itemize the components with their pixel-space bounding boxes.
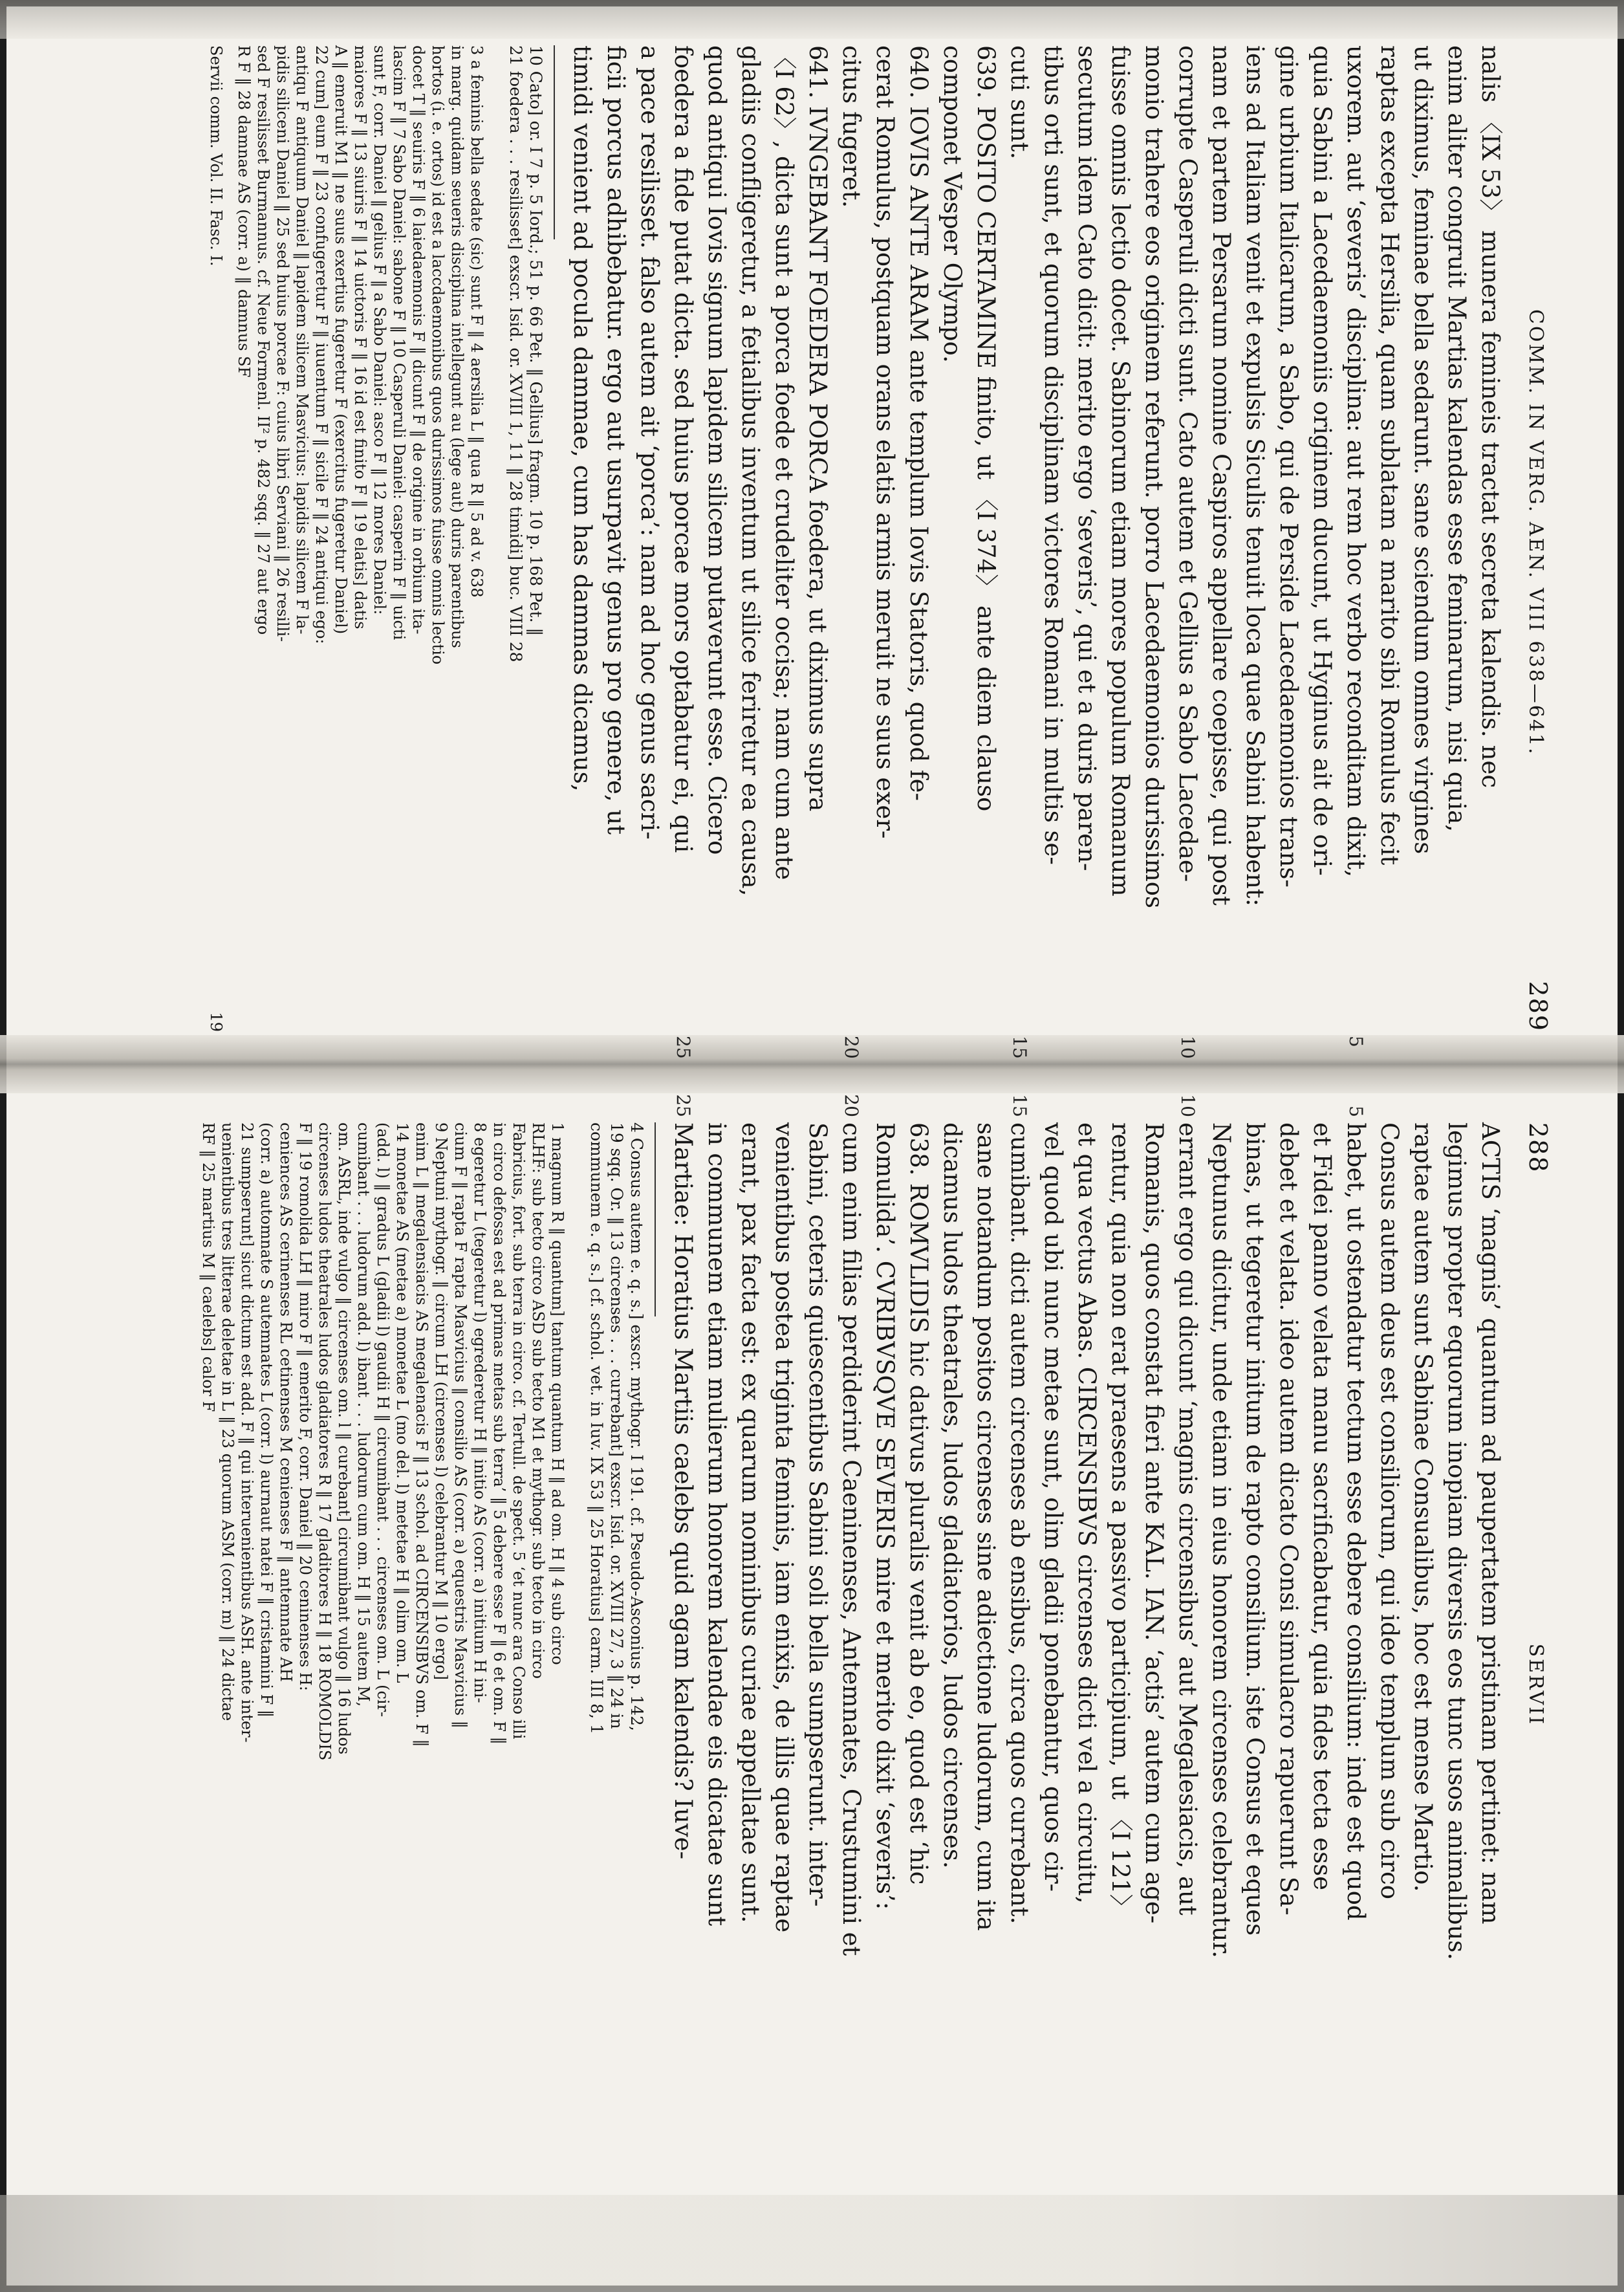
line-text: secutum idem Cato dicit: merito ergo ‘severis’, qui et a duris paren- — [1073, 45, 1101, 871]
text-line — [834, 45, 868, 1059]
text-line — [1440, 45, 1473, 1032]
text-line — [633, 45, 666, 1032]
page-number: 288 — [1524, 1122, 1552, 1173]
page-number: 289 — [1524, 981, 1552, 1032]
text-line — [935, 1122, 969, 2235]
text-line — [1440, 1122, 1473, 2235]
line-text: sane notandum positos circenses sine adiectione ludorum, cum ita — [972, 1122, 1000, 1931]
apparatus-line: uenientibus tres litterae deletae in L ‖ 23 quorum ASM (corr. m) ‖ 24 dictae — [219, 1122, 237, 1721]
line-text: enim aliter congruit Martias kalendas esse feminarum, nisi quia, — [1443, 45, 1471, 832]
line-text: iens ad Italiam venit et expulsis Siculis tenuit loca quae Sabini habent: — [1241, 45, 1269, 907]
line-text: corrupte Casperuli dicti sunt. Cato autem et Gellius a Sabo Lacedae- — [1174, 45, 1202, 882]
running-head — [1524, 1122, 1552, 2235]
text-line — [1002, 45, 1036, 1059]
text-line — [1137, 45, 1171, 1032]
text-line — [1272, 45, 1305, 1032]
line-text: quod antiqui Iovis signum lapidem silicem putaverunt esse. Cicero — [703, 45, 731, 855]
running-title: COMM. IN VERG. AEN. VIII 638—641. — [1524, 309, 1547, 756]
line-text: ficii porcus adhibebatur. ergo aut usurpavit genus pro genere, ut — [602, 45, 630, 835]
line-text: ut diximus, feminae bella sedarunt. sane sciendum omnes virgines — [1409, 45, 1437, 855]
line-text: Romulida’. CVRIBVSQVE SEVERIS mire et merito dixit ‘severis’: — [871, 1122, 899, 1910]
note-line: 10 Cato] or. I 7 p. 5 Iord.; 51 p. 66 Pet. ‖ Gellius] fragm. 10 p. 168 Pet. ‖ — [526, 45, 545, 637]
line-number: 25 — [673, 1094, 694, 1117]
line-text: raptas excepta Hersilia, quam sublatam a marito sibi Romulus fecit — [1376, 45, 1403, 866]
line-number: 15 — [1009, 1094, 1030, 1117]
apparatus-line: ceniences AS cerinenses RL cetinenses M cenienses F ‖ antemnate AH — [277, 1122, 295, 1682]
line-text: 640. IOVIS ANTE ARAM ante templum Iovis Statoris, quod fe- — [905, 45, 933, 801]
line-text: 638. ROMVLIDIS hic dativus pluralis venit ab eo, quod est ‘hic — [905, 1122, 933, 1885]
apparatus-line: 3 a feminis bella sedate (sic) sunt F ‖ 4 aersilia L ‖ qua R ‖ 5 ad v. 638 — [468, 45, 486, 598]
book-gutter — [0, 1035, 1624, 1093]
line-text: cum enim filias perdiderint Caeninenses, Antemnates, Crustumini et — [838, 1122, 865, 1956]
line-text: cerat Romulus, postquam orans elatis armis meruit ne suus exer- — [871, 45, 899, 839]
apparatus-line: in circo defossa est ad primas metas sub terra’ ‖ 5 debere esse F ‖ 6 et om. F ‖ — [490, 1122, 508, 1745]
text-line — [801, 45, 834, 1032]
line-text: venientibus postea triginta feminis, iam enixis, de illis quae raptae — [770, 1122, 798, 1933]
apparatus-line: Fabricius, fort. sub terra in circo. cf. Tertull. de spect. 5 ‘et nunc ara Conso illi — [510, 1122, 528, 1740]
note-line: communem e. q. s.] cf. schol. vet. in Iuv. IX 53 ‖ 25 Horatius] carm. III 8, 1 — [587, 1122, 606, 1734]
text-line — [1339, 45, 1372, 1047]
line-text: a pace resilisset. falso autem ait ‘porca’: nam ad hoc genus sacri- — [636, 45, 664, 840]
text-line — [902, 45, 935, 1032]
text-line — [1002, 1094, 1036, 2235]
apparatus-line: RLHF: sub tecto circo ASD sub tecto M1 et mythogr. sub tecto in circo — [529, 1122, 547, 1679]
apparatus-line: docet T ‖ seuiris F ‖ 6 laiedaemonis F ‖ dicunt F ‖ de origine in orbium ita- — [409, 45, 428, 635]
line-text: vel quod ubi nunc metae sunt, olim gladii ponebantur, quos cir- — [1039, 1122, 1067, 1892]
signature-line — [207, 45, 225, 1032]
apparatus-line: lascim F ‖ 7 Sabo Daniel: sabone F ‖ 10 Casperuli Daniel: casperin F ‖ uicti — [390, 45, 408, 640]
page-289 — [207, 45, 1552, 1059]
apparatus-line: 22 cum] eum F ‖ 23 confugeretur F ‖ iuuentum F ‖ sicile F ‖ 24 antiqui ego: — [312, 45, 330, 644]
signature-number: 19 — [207, 1012, 225, 1032]
text-line — [1171, 45, 1204, 1059]
text-line — [1339, 1106, 1372, 2235]
text-line — [1305, 1122, 1339, 2235]
line-text: et qua vectus Abas. CIRCENSIBVS circenses dicti vel a circuitu, — [1073, 1122, 1101, 1904]
text-line — [1372, 45, 1406, 1032]
note-line: 21 foedera . . . resilisset] exscr. Isid. or. XVIII 1, 11 ‖ 28 timidi] buc. VIII 28 — [506, 45, 525, 662]
text-line — [801, 1122, 834, 2235]
text-line — [1204, 1122, 1238, 2235]
page-288 — [199, 1094, 1552, 2235]
line-text: timidi venient ad pocula dammae, cum has dammas dicamus, — [568, 45, 596, 792]
text-line — [902, 1122, 935, 2235]
apparatus-line: F ‖ 19 romolida LH ‖ miro F ‖ emerito F, corr. Daniel ‖ 20 ceninenses H: — [296, 1122, 314, 1691]
line-text: dicamus ludos theatrales, ludos gladiatorios, ludos circenses. — [938, 1122, 966, 1869]
text-line — [935, 45, 969, 1032]
line-text: componet Vesper Olympo. — [938, 45, 966, 363]
apparatus-line: (corr. a) automnate S autemnates L (corr. l) aurnaut natei F ‖ cristamini F ‖ — [257, 1122, 276, 1718]
apparatus-line: sunt F, corr. Daniel ‖ gelius F ‖ a Sabo Daniel: asco F ‖ 12 mores Daniel: — [371, 45, 389, 615]
text-line — [1238, 45, 1272, 1032]
text-line — [666, 45, 700, 1059]
line-number: 15 — [1009, 1036, 1030, 1059]
notes-divider — [554, 45, 555, 239]
critical-apparatus — [199, 1122, 567, 2235]
text-line — [1372, 1122, 1406, 2235]
text-line — [969, 45, 1002, 1032]
line-text: nalis 〈IX 53〉 munera femineis tractat secreta kalendis. nec — [1477, 45, 1504, 789]
text-line — [1070, 45, 1103, 1032]
text-line — [767, 1122, 801, 2235]
line-number: 5 — [1345, 1106, 1367, 1117]
running-title: SERVII — [1524, 1643, 1547, 1726]
text-line — [700, 1122, 733, 2235]
line-text: 641. IVNGEBANT FOEDERA PORCA foedera, ut diximus supra — [804, 45, 832, 812]
line-text: habet, ut ostendatur tectum esse debere consilium: inde est quod — [1342, 1122, 1370, 1921]
text-line — [1406, 45, 1440, 1032]
line-text: rentur, quia non erat praesens a passivo participium, ut 〈I 121〉 — [1107, 1122, 1134, 1918]
critical-apparatus — [234, 45, 486, 1032]
text-line — [700, 45, 733, 1032]
line-text: ACTIS ‘magnis’ quantum ad paupertatem pristinam pertinet: nam — [1477, 1122, 1504, 1925]
line-text: errant ergo qui dicunt ‘magnis circensibus’ aut Megalesiacis, aut — [1174, 1122, 1202, 1915]
text-line — [1406, 1122, 1440, 2235]
apparatus-line: 1 magnum R ‖ quantum] tantum quantum H ‖ ad om. H ‖ 4 sub circo — [548, 1122, 567, 1665]
line-text: erant, pax facta est: ex quarum nominibus curiae appellatae sunt. — [737, 1122, 764, 1923]
line-text: et Fidei panno velata manu sacrificabatur, quia fides tecta esse — [1308, 1122, 1336, 1891]
text-line — [1473, 1122, 1507, 2235]
line-text: Sabini, ceteris quiescentibus Sabini soli bella sumpserunt. inter- — [804, 1122, 832, 1907]
apparatus-line: hortos (i. e. ortos) id est a laccdaemonibus quos durissimos fuisse omnis lectio — [429, 45, 447, 665]
line-text: tibus orti sunt, et quorum disciplinam victores Romani in multis se- — [1039, 45, 1067, 865]
line-text: gladiis confligeretur, a fetialibus inventum ut silice feriretur ea causa, — [737, 45, 764, 897]
source-notes — [587, 1122, 647, 2235]
line-text: foedera a fide putat dicta. sed huius porcae mors optabatur ei, qui — [669, 45, 697, 853]
apparatus-line: circenses ludos theatrales ludos gladiatores R ‖ 17 gladitores H ‖ 18 ROMOLDIS — [316, 1122, 334, 1761]
text-line — [868, 1122, 902, 2235]
apparatus-line: sed F resilisset Burmannus. cf. Neue Formenl. II² p. 482 sqq. ‖ 27 aut ergo — [254, 45, 272, 635]
main-text — [565, 45, 1507, 1059]
text-line — [1103, 45, 1137, 1032]
apparatus-line: maiores F ‖ 13 siuiris F ‖ 14 uictoris F ‖ 16 id est finito F ‖ 19 elatis] datis — [351, 45, 369, 629]
line-text: 639. POSITO CERTAMINE finito, ut 〈I 374〉 ante diem clauso — [972, 45, 1000, 812]
apparatus-line: 9 Neptuni mythogr. ‖ circum LH (circenses l) celebrantur M ‖ 10 ergo] — [432, 1122, 450, 1681]
text-line — [1036, 45, 1070, 1032]
line-text: raptae autem sunt Sabinae Consualibus, hoc est mense Martio. — [1409, 1122, 1437, 1892]
line-text: Neptunus dicitur, unde etiam in eius honorem circenses celebrantur. — [1207, 1122, 1235, 1958]
line-text: debet et velata. ideo autem dicato Consi simulacro rapuerunt Sa- — [1275, 1122, 1303, 1915]
text-line — [1238, 1122, 1272, 2235]
line-number: 5 — [1345, 1036, 1367, 1047]
text-line — [1137, 1122, 1171, 2235]
apparatus-line: cumibant . . . ludorum add. l) ibant . . . ludorum cum om. H ‖ 15 autem M, — [354, 1122, 373, 1707]
text-line — [1171, 1094, 1204, 2235]
line-text: legimus propter equorum inopiam diversis eos tunc usos animalibus. — [1443, 1122, 1471, 1961]
apparatus-line: enim L ‖ megalensiacis AS megalenacis F ‖ 13 schol. ad CIRCENSIBVS om. F ‖ — [413, 1122, 431, 1747]
main-text — [666, 1094, 1507, 2235]
apparatus-line: om. ASRL, inde vulgo ‖ circenses om. l ‖ curebant] circumibant vulgo ‖ 16 ludos — [335, 1122, 353, 1755]
note-line: 19 sqq. Or. ‖ 13 circenses . . . currebant] exscr. Isid. or. XVIII 27, 3 ‖ 24 in — [607, 1122, 626, 1729]
line-text: Martiae: Horatius Martiis caelebs quid agam kalendis? Iuve- — [669, 1122, 697, 1860]
text-line — [868, 45, 902, 1032]
text-line — [1103, 1122, 1137, 2235]
note-line: 4 Consus autem e. q. s.] exscr. mythogr. I 191. cf. Pseudo-Asconius p. 142, — [627, 1122, 646, 1731]
line-text: fuisse omnis lectio docet. Sabinorum etiam mores populum Romanum — [1107, 45, 1134, 897]
line-text: monio trahere eos originem referunt. porro Lacedaemonios durissimos — [1140, 45, 1168, 908]
apparatus-line: R F ‖ 28 damnae AS (corr. a) ‖ damnus SF — [235, 45, 253, 378]
line-text: 〈I 62〉, dicta sunt a porca foede et crudeliter occisa; nam cum ante — [770, 45, 798, 880]
line-text: binas, ut tegeretur initum de rapto consilium. iste Consus et eques — [1241, 1122, 1269, 1936]
text-line — [1070, 1122, 1103, 2235]
apparatus-line: pidis siliceni Daniel ‖ 25 sed huius porcae F: cuius libri Serviani ‖ 26 resilli- — [274, 45, 292, 642]
line-number: 20 — [841, 1036, 862, 1059]
line-text: Consus autem deus est consiliorum, qui ideo templum sub circo — [1376, 1122, 1403, 1899]
notes-divider — [655, 1122, 656, 1316]
text-line — [733, 45, 767, 1032]
text-line — [767, 45, 801, 1032]
apparatus-line: antiqu F antiquum Daniel ‖ lapidem silicem Masvicius: lapidis silicem F la- — [293, 45, 311, 635]
scan-top-edge — [0, 0, 1624, 39]
line-text: cumibant. dicti autem circenses ab ensibus, circa quos currebant. — [1006, 1122, 1034, 1925]
text-line — [834, 1094, 868, 2235]
apparatus-line: RF ‖ 25 martius M ‖ caelebs] calor F — [199, 1122, 217, 1412]
text-line — [1473, 45, 1507, 1032]
line-text: Romanis, quos constat fieri ante KAL. IAN. ‘actis’ autem cum age- — [1140, 1122, 1168, 1924]
apparatus-line: (add. l) ‖ gradus L (gladii l) gaudii H ‖ circumibant . . . circenses om. L (cir- — [374, 1122, 392, 1718]
line-text: nam et partem Persarum nomine Caspiros appellare coepisse, qui post — [1207, 45, 1235, 906]
text-line — [969, 1122, 1002, 2235]
line-number: 10 — [1177, 1036, 1198, 1059]
line-text: in communem etiam mulierum honorem kalendae eis dicatae sunt — [703, 1122, 731, 1926]
apparatus-line: 21 sumpserunt] sicut dictum est add. F ‖ qui interuenientibus ASH. ante inter- — [238, 1122, 256, 1743]
text-line — [666, 1094, 700, 2235]
apparatus-line: A ‖ emeruit M1 ‖ ne suus exertius fugeretur F (exercitus fugeretur Daniel) — [332, 45, 350, 635]
signature-text: Servii comm. Vol. II. Fasc. I. — [207, 45, 225, 267]
line-number: 10 — [1177, 1094, 1198, 1117]
running-head — [1524, 45, 1552, 1032]
apparatus-line: 14 monetae AS (metae a) monetae L (mo del. l) metetae H ‖ olim om. L — [393, 1122, 411, 1683]
text-line — [1204, 45, 1238, 1032]
apparatus-line: cium F ‖ rapta F rapta Masvicius ‖ consilio AS (corr. a) equestris Masvicius ‖ — [451, 1122, 470, 1729]
text-line — [1036, 1122, 1070, 2235]
text-line — [565, 45, 599, 1032]
source-notes — [506, 45, 546, 1032]
line-number: 20 — [841, 1094, 862, 1117]
apparatus-line: 8 egeretur L (tegeretur l) egrederetur H ‖ initio AS (corr. a) initium H ini- — [471, 1122, 489, 1703]
line-text: uxorem. aut ‘severis’ disciplina: aut rem hoc verbo reconditam dixit, — [1342, 45, 1370, 877]
apparatus-line: in marg. quidam seueris disciplina intellegunt au (lege aut) duris parentibus — [448, 45, 466, 648]
line-text: citus fugeret. — [838, 45, 865, 208]
line-text: quia Sabini a Lacedaemoniis originem ducunt, ut Hyginus ait de ori- — [1308, 45, 1336, 876]
text-line — [599, 45, 633, 1032]
text-line — [1272, 1122, 1305, 2235]
line-number: 25 — [673, 1036, 694, 1059]
text-line — [1305, 45, 1339, 1032]
line-text: cuti sunt. — [1006, 45, 1034, 160]
text-line — [733, 1122, 767, 2235]
line-text: gine urbium Italicarum, a Sabo, qui de Perside Lacedaemonios trans- — [1275, 45, 1303, 888]
